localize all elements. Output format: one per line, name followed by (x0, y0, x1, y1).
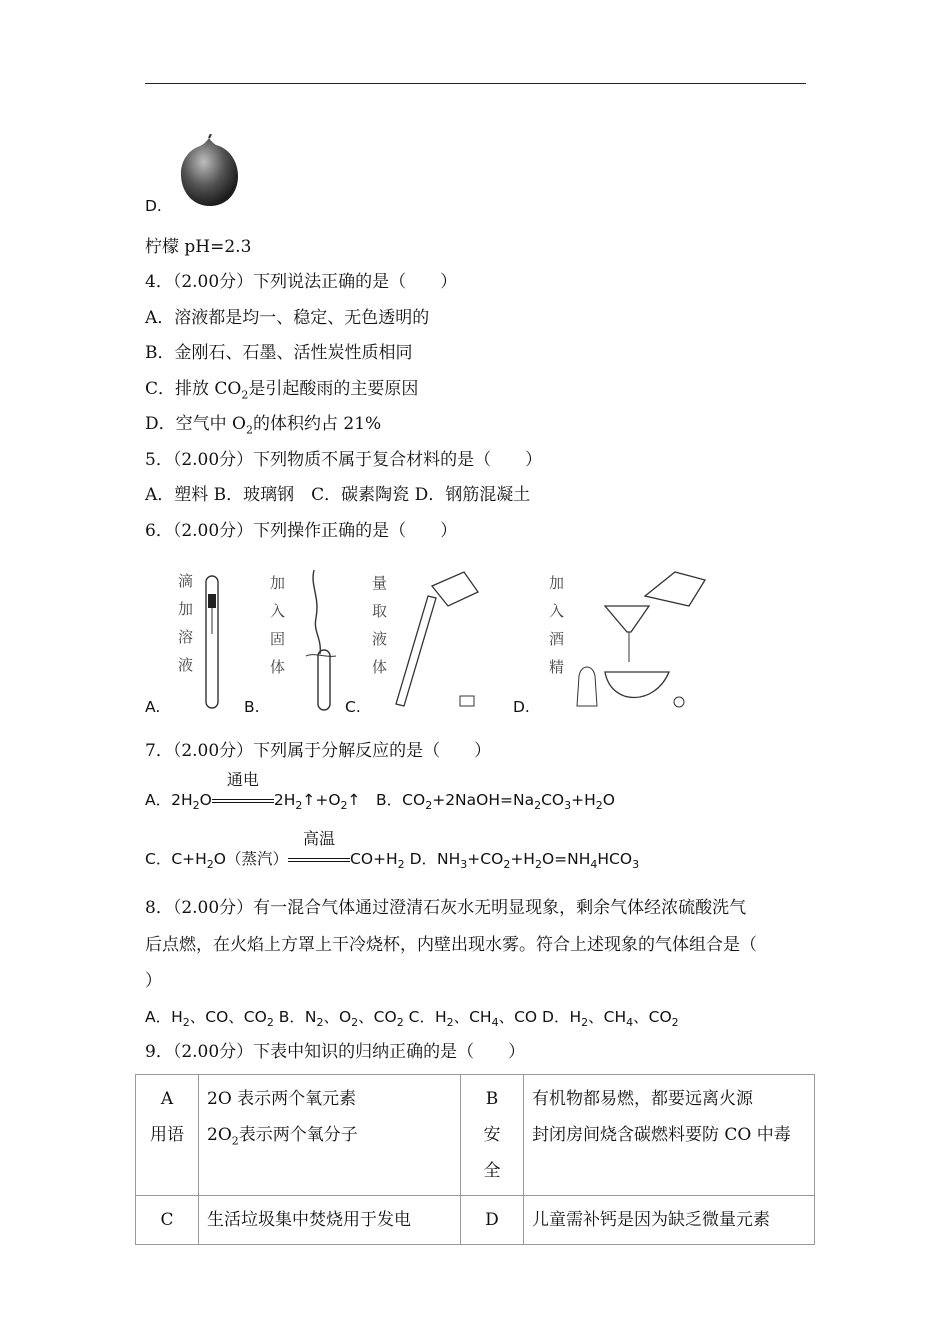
figure-d-label: D. (513, 698, 530, 716)
figure-d-alcohol-lamp (545, 566, 720, 714)
figure-d-char-2: 入 (549, 602, 565, 620)
cell-b-content: 有机物都易燃，都要远离火源 封闭房间烧含碳燃料要防 CO 中毒 (524, 1075, 815, 1196)
figure-d-char-3: 酒 (549, 630, 565, 648)
cell-a-label: A 用语 (136, 1075, 199, 1196)
q4-option-b: B．金刚石、石墨、活性炭性质相同 (145, 343, 413, 363)
cell-a-content: 2O 表示两个氧元素 $2O_2$表示两个氧分子 (199, 1075, 461, 1196)
figure-b-char-3: 固 (270, 630, 286, 648)
figure-b-solid (266, 566, 342, 714)
cell-c-content: 生活垃圾集中焚烧用于发电 (199, 1196, 461, 1245)
header-rule (145, 83, 806, 84)
figure-b-char-4: 体 (270, 658, 286, 676)
q7-options-cd: C．$C+H_2O$（蒸汽） 高温 $CO+H_2$ D．$NH_3+CO_2+H_2O=NH_4HCO_3$ (145, 829, 640, 872)
figure-a-dropper (170, 566, 230, 714)
figure-c-char-2: 取 (372, 602, 388, 620)
condition-high-temp: 高温 (288, 848, 350, 870)
table-row (136, 1196, 815, 1245)
figure-a-char-2: 加 (178, 600, 194, 618)
q8-line-3: ） (145, 971, 162, 991)
cell-d-label: D (461, 1196, 524, 1245)
q4-option-d: D．空气中 $O_2$的体积约占 21% (145, 414, 382, 437)
figure-a-char-4: 液 (178, 656, 194, 674)
figure-c-char-1: 量 (372, 574, 388, 592)
q8-line-2: 后点燃，在火焰上方罩上干冷烧杯，内壁出现水雾。符合上述现象的气体组合是（ (145, 935, 757, 955)
knowledge-table (135, 1074, 815, 1245)
q3-option-d-caption: 柠檬 pH=2.3 (145, 237, 252, 257)
table-row (136, 1075, 815, 1196)
q4-option-a: A．溶液都是均一、稳定、无色透明的 (145, 308, 430, 328)
lemon-image (178, 134, 240, 208)
figure-d-char-4: 精 (549, 658, 565, 676)
figure-b-label: B. (244, 698, 260, 716)
figure-c-char-4: 体 (372, 658, 388, 676)
figure-b-char-1: 加 (270, 574, 286, 592)
figure-a-char-1: 滴 (178, 572, 194, 590)
q3-option-d-letter: D. (145, 197, 162, 215)
cell-c-label: C (136, 1196, 199, 1245)
figure-b-char-2: 入 (270, 602, 286, 620)
q6-stem: 6．（2.00分）下列操作正确的是（ ） (145, 521, 458, 541)
figure-d-char-1: 加 (549, 574, 565, 592)
q7-stem: 7．（2.00分）下列属于分解反应的是（ ） (145, 741, 492, 761)
figure-a-char-3: 溶 (178, 628, 194, 646)
cell-d-content: 儿童需补钙是因为缺乏微量元素 (524, 1196, 815, 1245)
figure-a-label: A. (145, 698, 161, 716)
q7-options-ab: A．$2H_2O$ 通电 $2H_2↑+O_2↑$ B．$CO_2+2NaOH=Na_2CO_3+H_2O$ (145, 770, 615, 813)
q9-stem: 9．（2.00分）下表中知识的归纳正确的是（ ） (145, 1042, 526, 1062)
q4-stem: 4．（2.00分）下列说法正确的是（ ） (145, 272, 458, 292)
q8-line-1: 8．（2.00分）有一混合气体通过澄清石灰水无明显现象，剩余气体经浓硫酸洗气 (145, 898, 747, 918)
figure-c-cylinder (368, 566, 488, 714)
condition-electrolysis: 通电 (212, 789, 274, 811)
figure-c-char-3: 液 (372, 630, 388, 648)
cell-b-label: B 安 全 (461, 1075, 524, 1196)
q8-options: A．$H_2$、CO、$CO_2$ B．$N_2$、$O_2$、$CO_2$ C．$H_2$、$CH_4$、CO D．$H_2$、$CH_4$、$CO_2$ (145, 1008, 679, 1030)
figure-c-label: C. (345, 698, 361, 716)
q4-option-c: C．排放 $CO_2$是引起酸雨的主要原因 (145, 379, 419, 402)
q5-options: A．塑料 B．玻璃钢 C．碳素陶瓷 D．钢筋混凝土 (145, 485, 531, 505)
q5-stem: 5．（2.00分）下列物质不属于复合材料的是（ ） (145, 450, 543, 470)
